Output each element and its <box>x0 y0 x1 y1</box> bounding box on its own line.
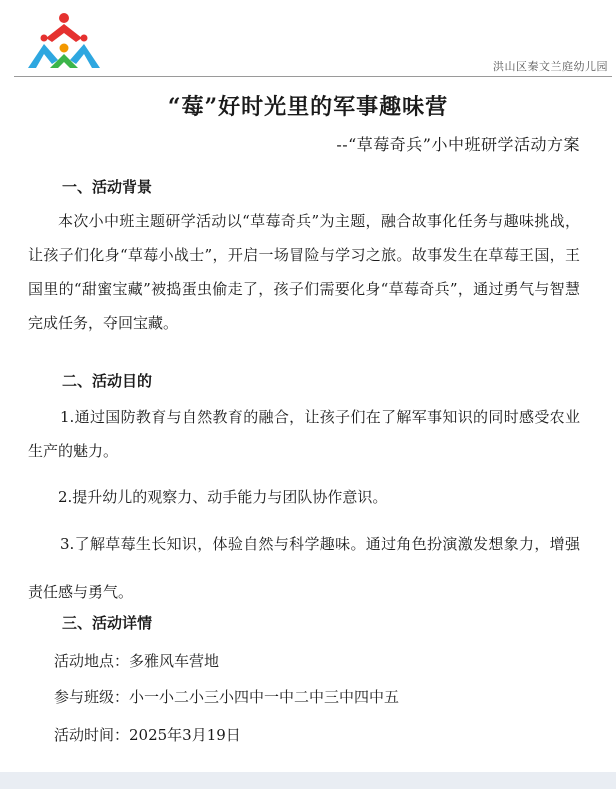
section-heading-purpose: 二、活动目的 <box>62 372 153 390</box>
purpose-item-1: 1.通过国防教育与自然教育的融合，让孩子们在了解军事知识的同时感受农业生产的魅力。 <box>28 408 580 460</box>
section-heading-details: 三、活动详情 <box>62 614 153 632</box>
detail-time: 活动时间：2025年3月19日 <box>54 726 241 744</box>
document-title: “莓”好时光里的军事趣味营 <box>167 94 449 120</box>
header-divider <box>14 76 612 77</box>
purpose-item-2: 2.提升幼儿的观察力、动手能力与团队协作意识。 <box>58 488 388 506</box>
purpose-item-3: 3.了解草莓生长知识，体验自然与科学趣味。通过角色扮演激发想象力，增强责任感与勇气。 <box>28 535 580 601</box>
detail-classes: 参与班级：小一小二小三小四中一中二中三中四中五 <box>54 688 400 706</box>
school-logo-icon <box>24 12 104 70</box>
detail-location: 活动地点：多雅风车营地 <box>54 652 220 670</box>
background-paragraph: 本次小中班主题研学活动以“草莓奇兵”为主题，融合故事化任务与趣味挑战，让孩子们化身“草莓小战士”，开启一场冒险与学习之旅。故事发生在草莓王国，王国里的“甜蜜宝藏”被捣蛋虫偷走了，孩子们需要化身“草莓奇兵”，通过勇气与智慧完成任务，夺回宝藏。 <box>28 212 580 332</box>
document-subtitle: --“草莓奇兵”小中班研学活动方案 <box>336 135 580 154</box>
viewer-bottom-strip <box>0 772 616 789</box>
header-school-name: 洪山区秦文兰庭幼儿园 <box>493 60 608 73</box>
section-heading-background: 一、活动背景 <box>62 178 153 196</box>
